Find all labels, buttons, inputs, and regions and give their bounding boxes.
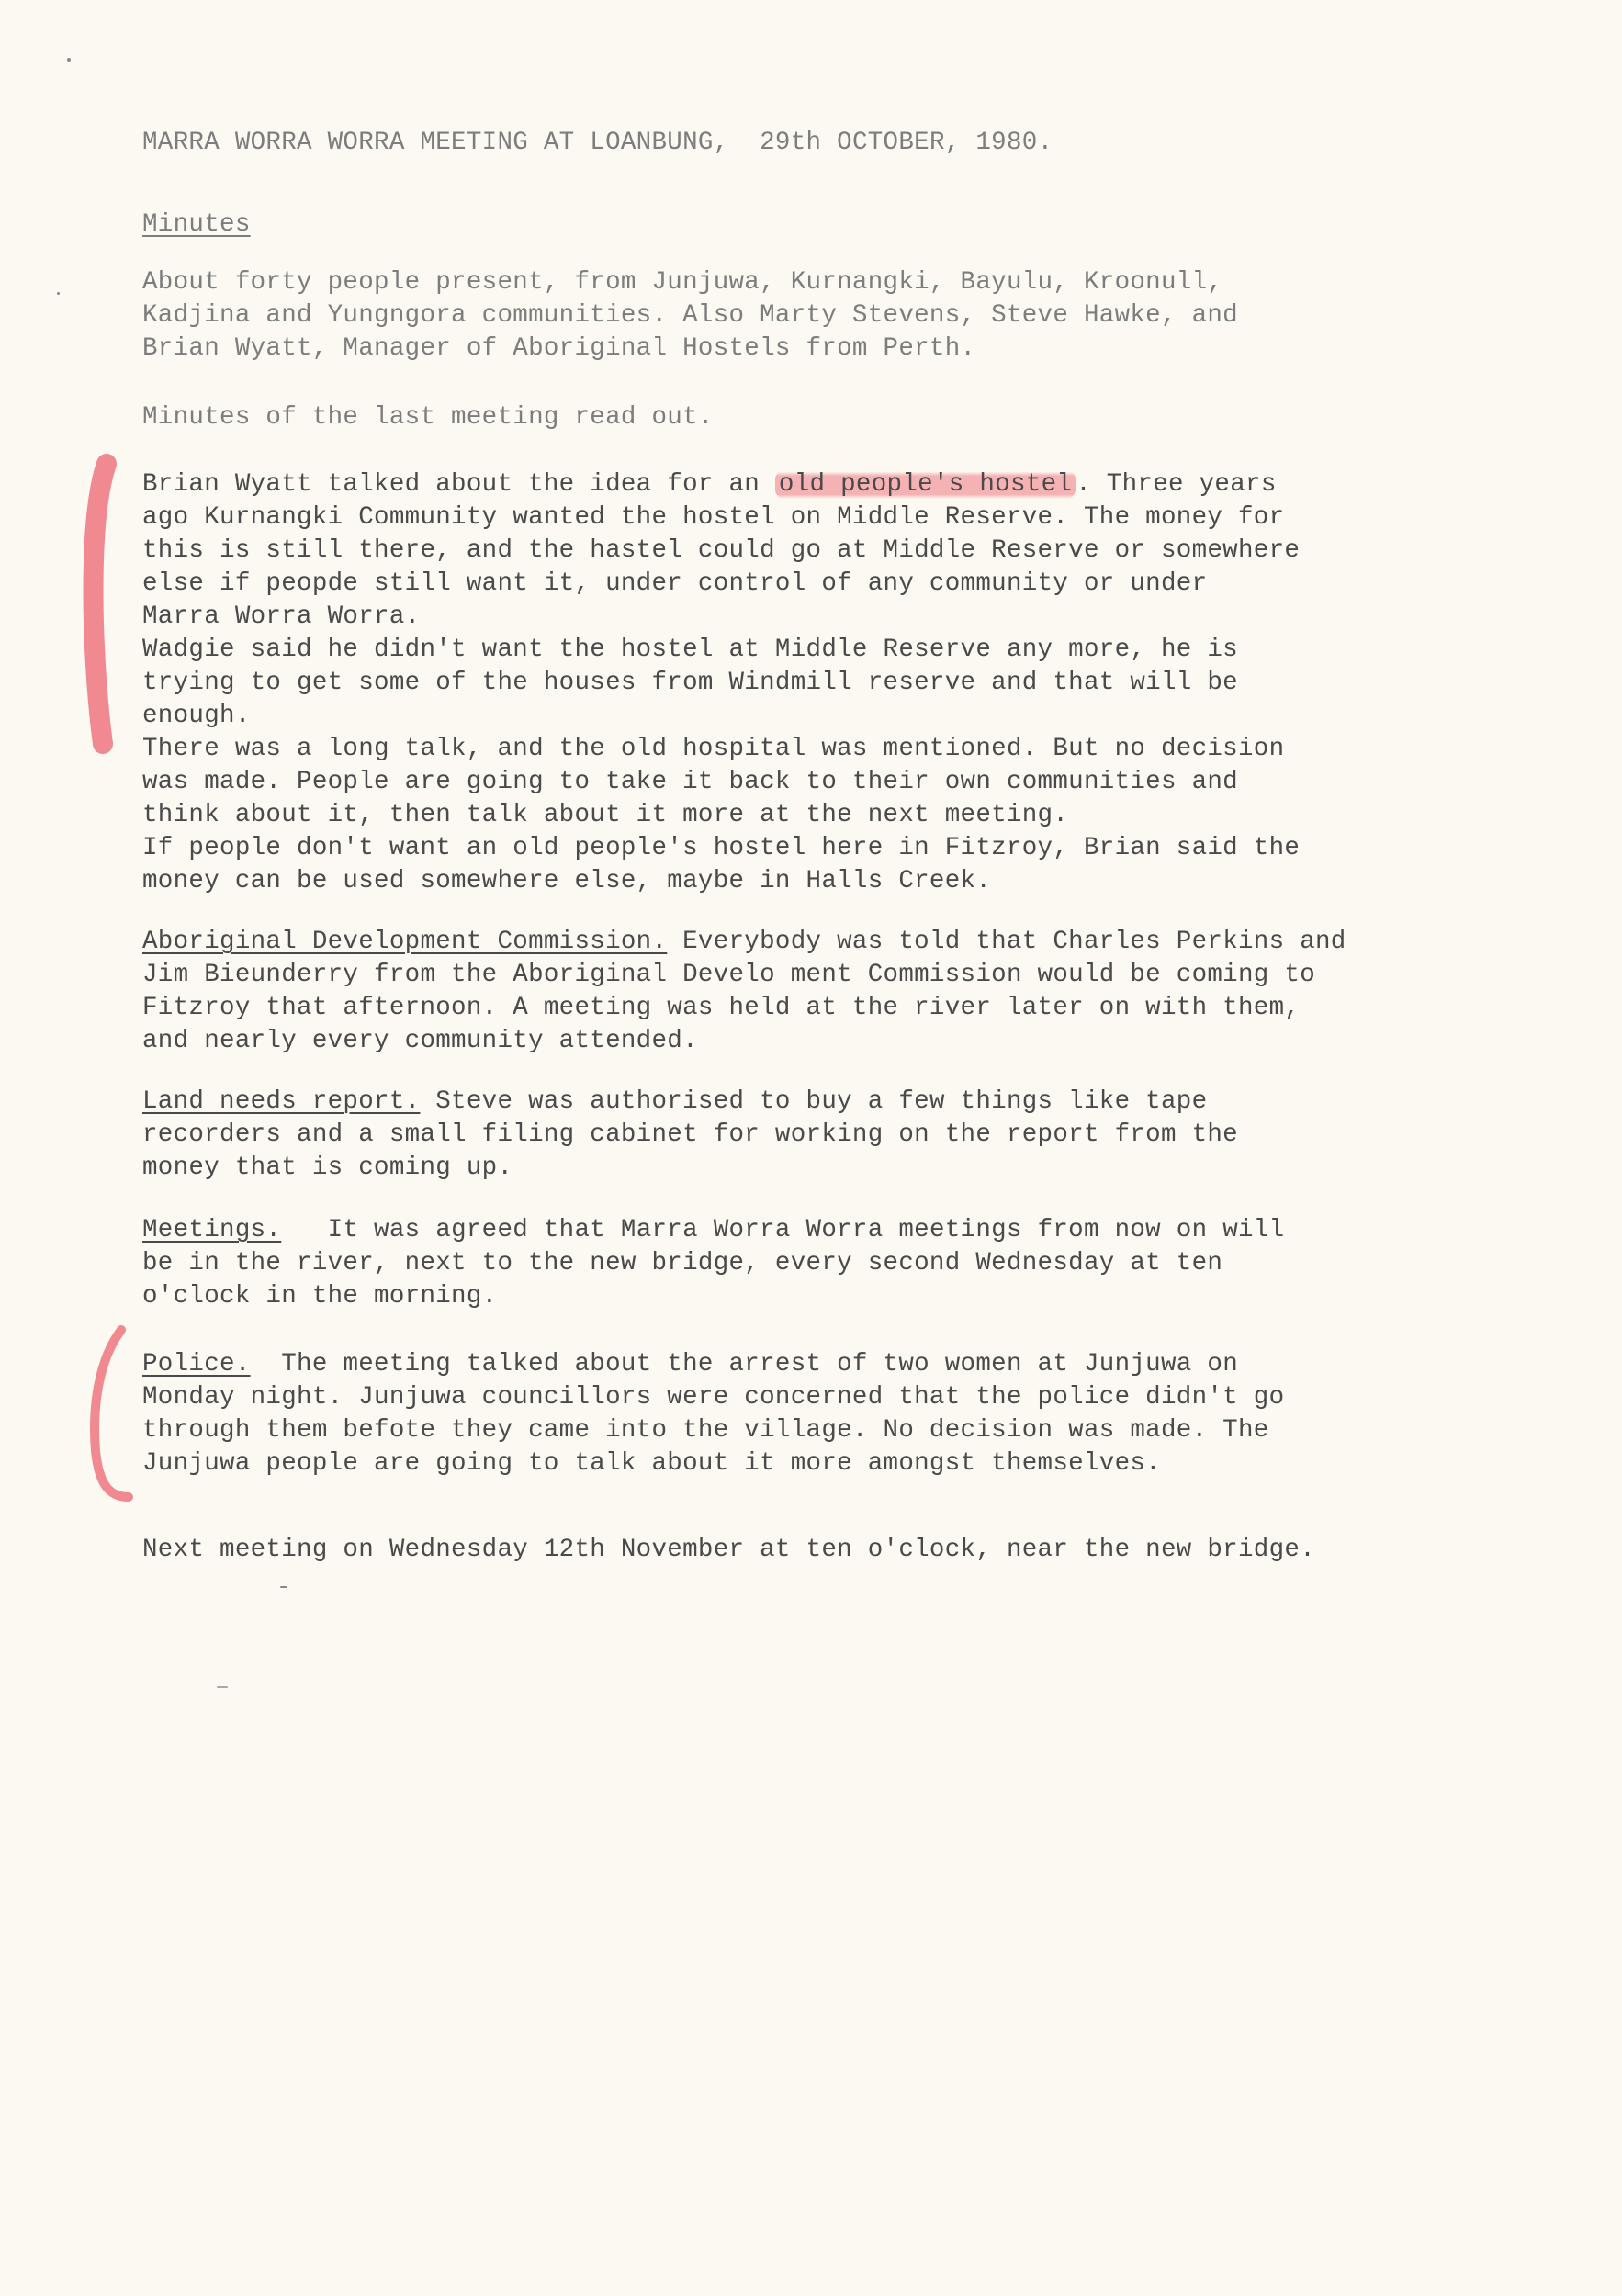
adc-line: Fitzroy that afternoon. A meeting was held at the river later on with them, — [142, 994, 1301, 1022]
hostel-line: Wadgie said he didn't want the hostel at Middle Reserve any more, he is — [142, 636, 1238, 664]
highlighted-phrase: old people's hostel — [775, 470, 1076, 499]
hostel-line: Marra Worra Worra. — [142, 602, 421, 631]
paper-speck — [67, 58, 71, 62]
land-heading: Land needs report. — [142, 1087, 421, 1116]
land-line: recorders and a small filing cabinet for working on the report from the — [142, 1120, 1238, 1149]
police-line: through them befote they came into the village. No decision was made. The — [142, 1416, 1269, 1445]
meetings-line: o'clock in the morning. — [142, 1282, 498, 1311]
hostel-line: trying to get some of the houses from Windmill reserve and that will be — [142, 669, 1238, 697]
adc-heading: Aboriginal Development Commission. — [142, 928, 668, 956]
paper-speck — [57, 292, 60, 295]
minutes-read-line: Minutes of the last meeting read out. — [142, 403, 714, 432]
hostel-line: If people don't want an old people's hostel here in Fitzroy, Brian said the — [142, 834, 1301, 862]
adc-line: and nearly every community attended. — [142, 1027, 698, 1055]
adc-line — [142, 926, 1346, 959]
hostel-line-end: . Three years — [1076, 470, 1277, 499]
margin-bracket-hostel — [94, 464, 107, 744]
land-line-rest: Steve was authorised to buy a few things like tape — [420, 1087, 1208, 1116]
minutes-heading: Minutes — [142, 210, 251, 239]
police-line: Junjuwa people are going to talk about it more amongst themselves. — [142, 1449, 1161, 1478]
hostel-line: else if peopde still want it, under control of any community or under — [142, 569, 1208, 598]
hostel-line: think about it, then talk about it more at the next meeting. — [142, 801, 1069, 829]
land-line: money that is coming up. — [142, 1154, 513, 1182]
adc-line: Jim Bieunderry from the Aboriginal Develo ment Commission would be coming to — [142, 961, 1316, 989]
title-text: MARRA WORRA WORRA MEETING AT LOANBUNG, — [142, 129, 729, 157]
hostel-line: enough. — [142, 702, 251, 730]
hostel-line: this is still there, and the hastel could go at Middle Reserve or somewhere — [142, 536, 1301, 565]
land-line — [142, 1086, 1207, 1119]
hostel-line: ago Kurnangki Community wanted the hostel on Middle Reserve. The money for — [142, 503, 1285, 532]
hostel-line — [142, 468, 1277, 501]
document-title — [142, 127, 1053, 160]
attendance-line: About forty people present, from Junjuwa, Kurnangki, Bayulu, Kroonull, — [142, 268, 1223, 297]
hostel-line: money can be used somewhere else, maybe in Halls Creek. — [142, 867, 992, 895]
police-heading: Police. — [142, 1350, 251, 1379]
title-date: 29th OCTOBER, 1980. — [760, 129, 1053, 157]
paper-speck — [280, 1586, 287, 1588]
paper-speck — [217, 1686, 228, 1688]
margin-bracket-police — [95, 1330, 129, 1497]
hostel-line: was made. People are going to take it back to their own communities and — [142, 768, 1238, 796]
police-line — [142, 1348, 1238, 1381]
meetings-line — [142, 1214, 1284, 1247]
meetings-heading: Meetings. — [142, 1216, 282, 1244]
attendance-line: Kadjina and Yungngora communities. Also Marty Stevens, Steve Hawke, and — [142, 301, 1238, 330]
hostel-line-start: Brian Wyatt talked about the idea for an — [142, 470, 775, 499]
meetings-line: be in the river, next to the new bridge, every second Wednesday at ten — [142, 1249, 1223, 1277]
meetings-line-rest: It was agreed that Marra Worra Worra meetings from now on will — [281, 1216, 1285, 1244]
adc-line-rest: Everybody was told that Charles Perkins and — [667, 928, 1346, 956]
police-line: Monday night. Junjuwa councillors were concerned that the police didn't go — [142, 1383, 1285, 1412]
attendance-line: Brian Wyatt, Manager of Aboriginal Hostels from Perth. — [142, 334, 976, 363]
hostel-line: There was a long talk, and the old hospital was mentioned. But no decision — [142, 735, 1285, 763]
police-line-rest: The meeting talked about the arrest of two women at Junjuwa on — [250, 1350, 1238, 1379]
next-meeting-line: Next meeting on Wednesday 12th November at ten o'clock, near the new bridge. — [142, 1536, 1316, 1564]
